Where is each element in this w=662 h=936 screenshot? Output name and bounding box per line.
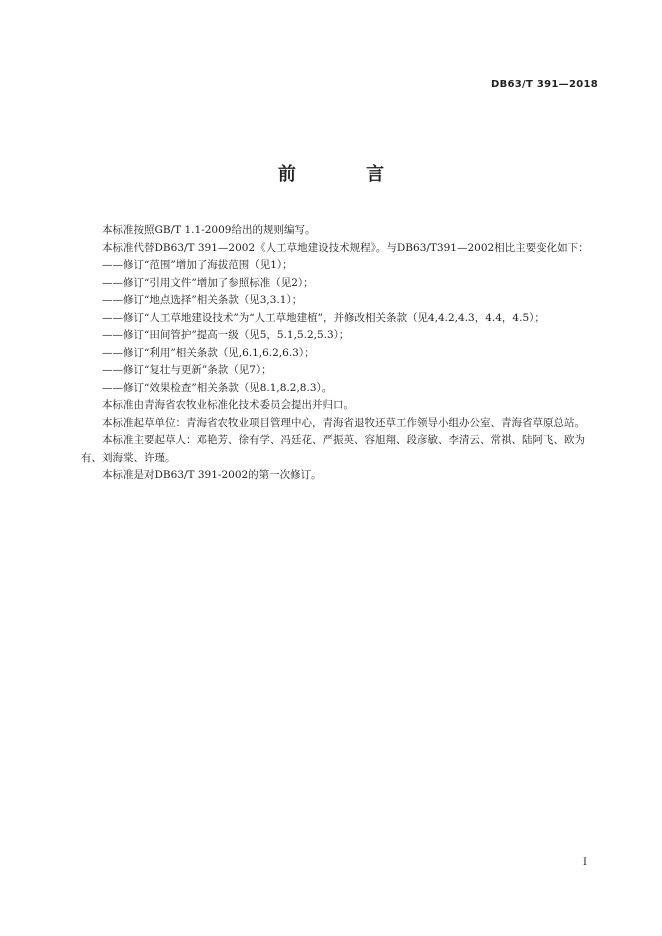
change-item: ——修订“地点选择”相关条款（见3,3.1）；: [102, 294, 303, 306]
drafting-units-paragraph: 本标准起草单位：青海省农牧业项目管理中心，青海省退牧还草工作领导小组办公室、青海省草原总站。: [102, 416, 585, 429]
page-number: I: [583, 857, 587, 868]
revision-paragraph: 本标准是对DB63/T 391-2002的第一次修订。: [102, 469, 322, 481]
change-item: ——修订“利用”相关条款（见,6.1,6.2,6.3）；: [102, 346, 315, 359]
change-item: ——修订“范围”增加了海拔范围（见1）；: [102, 259, 293, 271]
standard-code: DB63/T 391—2018: [491, 79, 598, 90]
change-item: ——修订“效果检查”相关条款（见8.1,8.2,8.3）。: [102, 381, 333, 394]
page-title: 前 言: [277, 164, 417, 185]
change-item: ——修订“复壮与更新”条款（见7）；: [102, 364, 272, 376]
change-item: ——修订“人工草地建设技术”为“人工草地建植”，并修改相关条款（见4,4.2,4.3，4.4，4.5）；: [102, 311, 545, 324]
foreword-body: [81, 222, 603, 485]
drafters-paragraph: 本标准主要起草人：邓艳芳、徐有学、冯廷花、严振英、容旭翔、段彦敏、李清云、常祺、陆阿飞、欧为有、刘海棠、许瑾。: [81, 434, 585, 464]
proposer-paragraph: 本标准由青海省农牧业标准化技术委员会提出并归口。: [102, 399, 354, 411]
replace-paragraph: 本标准代替DB63/T 391—2002《人工草地建设技术规程》。与DB63/T391—2002相比主要变化如下：: [102, 241, 589, 254]
change-item: ——修订“田间管护”提高一级（见5，5.1,5.2,5.3）；: [102, 329, 350, 341]
intro-paragraph: 本标准按照GB/T 1.1-2009给出的规则编写。: [102, 224, 316, 236]
change-item: ——修订“引用文件”增加了参照标准（见2）；: [102, 276, 314, 289]
